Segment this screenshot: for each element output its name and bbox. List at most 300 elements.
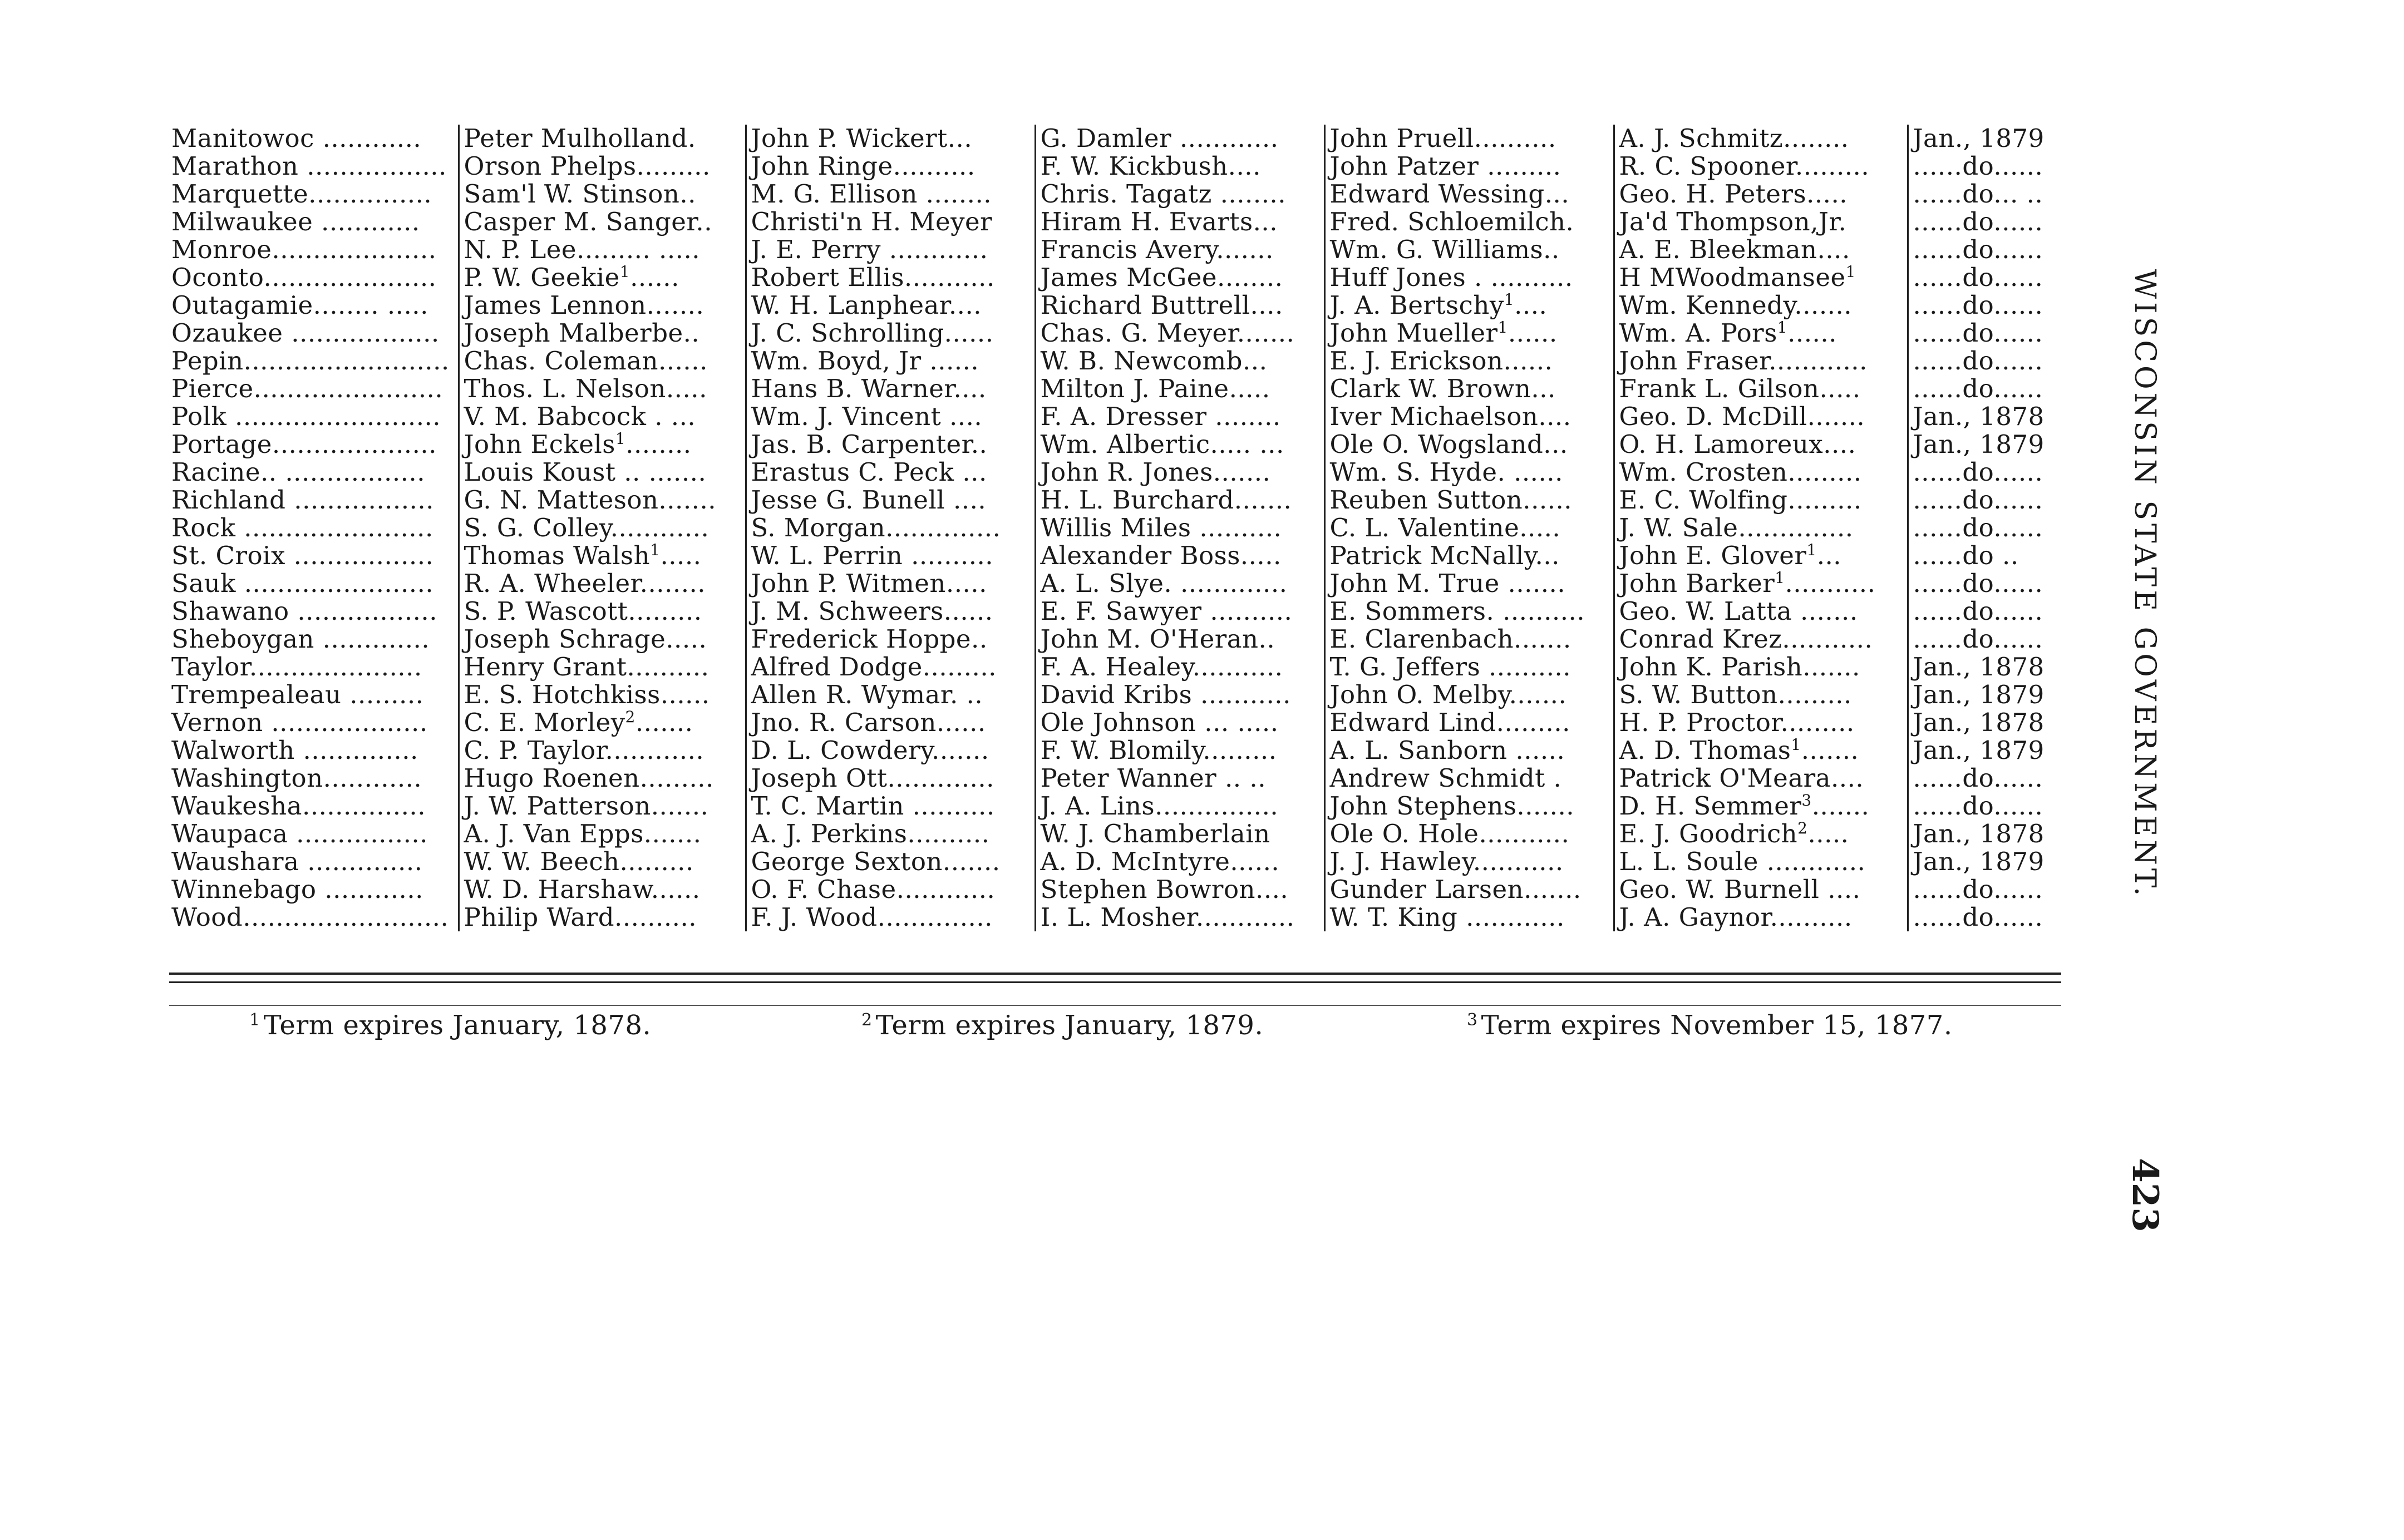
col-4-cell [1035, 152, 1324, 180]
col-6-text: D. H. Semmer [1619, 792, 1802, 820]
col-2-text: J. W. Patterson....... [464, 792, 709, 820]
col-3-text: Wm. Boyd, Jr ...... [751, 347, 979, 375]
col-2-cell [459, 347, 746, 375]
term-date-text: ......do...... [1913, 514, 2043, 542]
col-3-cell [746, 431, 1035, 458]
col-3-text: Hans B. Warner.... [751, 375, 987, 403]
table-row [169, 236, 2061, 264]
col-6-cell [1614, 904, 1908, 931]
col-4-cell [1035, 319, 1324, 347]
col-5-text: J. J. Hawley........... [1329, 848, 1564, 876]
col-4-text: A. L. Slye. ............. [1040, 570, 1288, 598]
col-6-cell [1614, 737, 1908, 764]
col-4-text: Peter Wanner .. .. [1040, 764, 1267, 792]
term-date-cell [1908, 319, 2061, 347]
term-date-cell [1908, 292, 2061, 319]
term-date-text: ......do...... [1913, 458, 2043, 486]
col-6-text: Wm. Kennedy....... [1619, 292, 1853, 319]
col-4-text: John R. Jones....... [1040, 458, 1271, 486]
col-3-cell [746, 152, 1035, 180]
col-2-cell [459, 403, 746, 431]
col-2-cell [459, 598, 746, 625]
page-number: 423 [2124, 1158, 2166, 1232]
col-3-cell [746, 653, 1035, 681]
col-2-cell [459, 236, 746, 264]
col-5-cell [1324, 486, 1614, 514]
col-6-text: Frank L. Gilson..... [1619, 375, 1861, 403]
table-row [169, 653, 2061, 681]
col-5-text: John Pruell.......... [1329, 125, 1556, 152]
term-date-cell [1908, 737, 2061, 764]
term-date-text: ......do...... [1913, 764, 2043, 792]
col-4-cell [1035, 876, 1324, 904]
col-6-text: S. W. Button......... [1619, 681, 1852, 709]
col-2-text: Philip Ward.......... [464, 904, 697, 931]
county-text: Pepin......................... [171, 347, 450, 375]
footnote-2 [861, 1005, 1263, 1041]
col-6-text: L. L. Soule ............ [1619, 848, 1866, 876]
county-cell [169, 347, 459, 375]
col-5-text: E. Clarenbach....... [1329, 625, 1572, 653]
county-text: Sheboygan ............. [171, 625, 430, 653]
col-5-cell [1324, 514, 1614, 542]
term-date-text: Jan., 1879 [1913, 125, 2045, 152]
table-row [169, 486, 2061, 514]
col-6-text: H. P. Proctor......... [1619, 709, 1855, 737]
col-6-cell [1614, 208, 1908, 236]
col-3-text: J. E. Perry ............ [751, 236, 988, 264]
term-date-text: ......do...... [1913, 152, 2043, 180]
col-4-text: W. J. Chamberlain [1040, 820, 1270, 848]
col-5-text: John Patzer ......... [1329, 152, 1561, 180]
col-4-text: Chas. G. Meyer....... [1040, 319, 1295, 347]
col-2-cell [459, 152, 746, 180]
col-6-cell [1614, 764, 1908, 792]
col-2-text: Hugo Roenen......... [464, 764, 714, 792]
col-4-cell [1035, 681, 1324, 709]
col-4-cell [1035, 764, 1324, 792]
col-5-cell [1324, 876, 1614, 904]
col-4-cell [1035, 820, 1324, 848]
col-5-cell [1324, 375, 1614, 403]
col-4-cell [1035, 542, 1324, 570]
col-2-cell [459, 375, 746, 403]
col-4-text: G. Damler ............ [1040, 125, 1279, 152]
county-text: Racine.. ................. [171, 458, 426, 486]
county-cell [169, 375, 459, 403]
term-date-text: Jan., 1878 [1913, 709, 2045, 737]
term-date-cell [1908, 792, 2061, 820]
col-3-cell [746, 125, 1035, 152]
col-6-cell [1614, 792, 1908, 820]
col-2-cell [459, 431, 746, 458]
col-5-cell [1324, 458, 1614, 486]
term-date-text: ......do...... [1913, 319, 2043, 347]
col-5-cell [1324, 904, 1614, 931]
col-3-cell [746, 375, 1035, 403]
col-2-text: N. P. Lee......... ..... [464, 236, 701, 264]
col-6-text: Wm. A. Pors [1619, 319, 1777, 347]
col-3-cell [746, 180, 1035, 208]
col-6-cell [1614, 876, 1908, 904]
col-4-text: Willis Miles .......... [1040, 514, 1282, 542]
term-date-cell [1908, 904, 2061, 931]
col-3-text: J. M. Schweers...... [751, 598, 993, 625]
table-row [169, 514, 2061, 542]
col-5-cell [1324, 292, 1614, 319]
footnote-2-text: Term expires January, 1879. [875, 1010, 1264, 1041]
table-row [169, 264, 2061, 292]
col-3-cell [746, 542, 1035, 570]
col-6-cell [1614, 458, 1908, 486]
term-date-text: Jan., 1879 [1913, 737, 2045, 764]
footnote-reference-mark: 1 [1806, 542, 1817, 559]
col-6-text: E. C. Wolfing......... [1619, 486, 1862, 514]
col-2-cell [459, 514, 746, 542]
col-3-cell [746, 820, 1035, 848]
col-6-cell [1614, 347, 1908, 375]
col-2-text: S. G. Colley............ [464, 514, 710, 542]
col-5-cell [1324, 125, 1614, 152]
county-cell [169, 792, 459, 820]
county-cell [169, 598, 459, 625]
col-6-cell [1614, 625, 1908, 653]
col-4-cell [1035, 125, 1324, 152]
col-3-cell [746, 598, 1035, 625]
col-2-cell [459, 542, 746, 570]
county-cell [169, 319, 459, 347]
col-6-cell [1614, 542, 1908, 570]
col-4-cell [1035, 375, 1324, 403]
col-2-cell [459, 764, 746, 792]
running-head: WISCONSIN STATE GOVERNMENT. [2128, 269, 2161, 900]
col-4-cell [1035, 264, 1324, 292]
table-row [169, 709, 2061, 737]
table-row [169, 403, 2061, 431]
col-4-text: Stephen Bowron.... [1040, 876, 1289, 904]
col-5-cell [1324, 347, 1614, 375]
col-5-cell [1324, 848, 1614, 876]
county-cell [169, 876, 459, 904]
col-3-text: George Sexton....... [751, 848, 1001, 876]
col-3-cell [746, 764, 1035, 792]
dot-leader: ....... [635, 709, 693, 737]
col-4-text: I. L. Mosher............ [1040, 904, 1295, 931]
table-row [169, 292, 2061, 319]
col-3-cell [746, 403, 1035, 431]
col-2-cell [459, 180, 746, 208]
col-2-text: Joseph Malberbe.. [464, 319, 700, 347]
table-row [169, 820, 2061, 848]
term-date-cell [1908, 458, 2061, 486]
county-cell [169, 208, 459, 236]
dot-leader: ...... [1787, 319, 1837, 347]
col-5-text: John Stephens....... [1329, 792, 1575, 820]
col-6-text: Ja'd Thompson,Jr. [1619, 208, 1847, 236]
footnote-reference-mark: 3 [1801, 792, 1812, 810]
table-row [169, 570, 2061, 598]
col-2-cell [459, 904, 746, 931]
col-6-cell [1614, 152, 1908, 180]
col-3-cell [746, 570, 1035, 598]
term-date-text: ......do...... [1913, 904, 2043, 931]
term-date-cell [1908, 264, 2061, 292]
col-6-cell [1614, 292, 1908, 319]
col-3-cell [746, 292, 1035, 319]
county-cell [169, 737, 459, 764]
col-5-text: Fred. Schloemilch. [1329, 208, 1574, 236]
col-4-cell [1035, 514, 1324, 542]
col-2-text: Orson Phelps......... [464, 152, 711, 180]
county-text: Outagamie........ ..... [171, 292, 428, 319]
county-text: Pierce....................... [171, 375, 444, 403]
county-text: Washington............ [171, 764, 422, 792]
col-6-cell [1614, 709, 1908, 737]
county-text: Polk ......................... [171, 403, 441, 431]
county-text: Richland ................. [171, 486, 434, 514]
county-cell [169, 653, 459, 681]
term-date-cell [1908, 570, 2061, 598]
dot-leader: .... [1514, 292, 1548, 319]
col-3-text: Jas. B. Carpenter.. [751, 431, 988, 458]
col-5-text: Clark W. Brown... [1329, 375, 1556, 403]
col-4-cell [1035, 792, 1324, 820]
county-cell [169, 625, 459, 653]
col-3-cell [746, 514, 1035, 542]
county-cell [169, 570, 459, 598]
col-3-text: Jesse G. Bunell .... [751, 486, 987, 514]
footnote-1 [249, 1005, 651, 1041]
col-2-text: V. M. Babcock . ... [464, 403, 696, 431]
col-4-text: Wm. Albertic..... ... [1040, 431, 1284, 458]
term-date-cell [1908, 236, 2061, 264]
col-4-text: F. A. Healey........... [1040, 653, 1283, 681]
col-5-cell [1324, 431, 1614, 458]
county-text: Vernon ................... [171, 709, 428, 737]
col-2-text: E. S. Hotchkiss...... [464, 681, 710, 709]
col-4-cell [1035, 458, 1324, 486]
col-3-cell [746, 681, 1035, 709]
col-6-cell [1614, 848, 1908, 876]
col-5-cell [1324, 598, 1614, 625]
col-3-cell [746, 625, 1035, 653]
county-cell [169, 764, 459, 792]
term-date-text: Jan., 1879 [1913, 431, 2045, 458]
term-date-text: ......do...... [1913, 292, 2043, 319]
col-4-text: John M. O'Heran.. [1040, 625, 1275, 653]
table-row [169, 876, 2061, 904]
county-cell [169, 709, 459, 737]
col-3-text: D. L. Cowdery....... [751, 737, 989, 764]
county-cell [169, 264, 459, 292]
col-6-text: Geo. D. McDill....... [1619, 403, 1865, 431]
col-5-cell [1324, 180, 1614, 208]
col-4-cell [1035, 403, 1324, 431]
term-date-text: ......do... .. [1913, 180, 2043, 208]
col-5-text: Edward Wessing... [1329, 180, 1570, 208]
col-5-text: Ole O. Hole........... [1329, 820, 1570, 848]
county-text: Waukesha............... [171, 792, 426, 820]
col-2-cell [459, 208, 746, 236]
col-2-cell [459, 820, 746, 848]
col-4-text: W. B. Newcomb... [1040, 347, 1268, 375]
col-5-cell [1324, 764, 1614, 792]
col-2-cell [459, 709, 746, 737]
table-row [169, 458, 2061, 486]
col-6-text: John Fraser............ [1619, 347, 1868, 375]
col-6-cell [1614, 486, 1908, 514]
term-date-text: ......do...... [1913, 570, 2043, 598]
county-text: Ozaukee .................. [171, 319, 440, 347]
col-3-text: Wm. J. Vincent .... [751, 403, 983, 431]
county-officers-table [169, 125, 2061, 931]
col-5-text: John O. Melby....... [1329, 681, 1567, 709]
table-row [169, 848, 2061, 876]
col-2-text: P. W. Geekie [464, 264, 620, 292]
col-5-text: Gunder Larsen....... [1329, 876, 1582, 904]
col-6-text: John K. Parish....... [1619, 653, 1860, 681]
col-4-text: Francis Avery....... [1040, 236, 1274, 264]
col-6-text: A. D. Thomas [1619, 737, 1791, 764]
col-5-text: Patrick McNally... [1329, 542, 1560, 570]
col-3-text: O. F. Chase............ [751, 876, 996, 904]
dot-leader: ...... [1508, 319, 1558, 347]
col-4-cell [1035, 904, 1324, 931]
footnote-reference-mark: 1 [1504, 292, 1515, 309]
col-4-text: Alexander Boss..... [1040, 542, 1282, 570]
table-row [169, 375, 2061, 403]
table-row [169, 152, 2061, 180]
col-6-text: Geo. W. Burnell .... [1619, 876, 1861, 904]
col-3-cell [746, 264, 1035, 292]
col-4-cell [1035, 236, 1324, 264]
col-3-text: Jno. R. Carson...... [751, 709, 986, 737]
term-date-cell [1908, 709, 2061, 737]
col-6-text: Geo. H. Peters..... [1619, 180, 1848, 208]
col-6-cell [1614, 681, 1908, 709]
col-4-cell [1035, 737, 1324, 764]
table-bottom-rule-thick [169, 973, 2061, 975]
col-5-cell [1324, 208, 1614, 236]
county-text: Trempealeau ......... [171, 681, 424, 709]
col-6-cell [1614, 431, 1908, 458]
col-6-cell [1614, 319, 1908, 347]
footnote-reference-mark: 1 [619, 264, 630, 281]
col-6-text: John Barker [1619, 570, 1775, 598]
col-5-cell [1324, 319, 1614, 347]
term-date-text: ......do...... [1913, 375, 2043, 403]
county-officers-table-wrapper [169, 125, 2061, 931]
county-text: Winnebago ............ [171, 876, 423, 904]
col-2-text: Chas. Coleman...... [464, 347, 708, 375]
col-4-cell [1035, 625, 1324, 653]
col-4-text: H. L. Burchard....... [1040, 486, 1292, 514]
county-text: Taylor..................... [171, 653, 422, 681]
table-row [169, 431, 2061, 458]
col-2-text: Peter Mulholland. [464, 125, 696, 152]
table-row [169, 904, 2061, 931]
dot-leader: ........... [1785, 570, 1876, 598]
term-date-cell [1908, 403, 2061, 431]
col-3-text: Joseph Ott............. [751, 764, 994, 792]
col-6-text: Patrick O'Meara.... [1619, 764, 1864, 792]
col-2-text: C. P. Taylor............ [464, 737, 705, 764]
col-6-cell [1614, 598, 1908, 625]
col-5-cell [1324, 152, 1614, 180]
col-4-cell [1035, 347, 1324, 375]
col-2-cell [459, 876, 746, 904]
term-date-cell [1908, 876, 2061, 904]
county-cell [169, 403, 459, 431]
col-6-text: O. H. Lamoreux.... [1619, 431, 1856, 458]
county-text: Rock ....................... [171, 514, 433, 542]
table-row [169, 542, 2061, 570]
footnote-reference-mark: 2 [625, 709, 636, 726]
col-3-text: S. Morgan.............. [751, 514, 1001, 542]
col-6-cell [1614, 236, 1908, 264]
term-date-text: ......do...... [1913, 486, 2043, 514]
col-2-cell [459, 681, 746, 709]
col-2-text: Henry Grant.......... [464, 653, 710, 681]
county-text: Waushara .............. [171, 848, 423, 876]
term-date-cell [1908, 347, 2061, 375]
table-row [169, 681, 2061, 709]
col-2-cell [459, 737, 746, 764]
col-4-cell [1035, 598, 1324, 625]
county-cell [169, 486, 459, 514]
col-5-text: Edward Lind......... [1329, 709, 1570, 737]
dot-leader: ....... [1801, 737, 1859, 764]
col-6-text: Wm. Crosten......... [1619, 458, 1862, 486]
col-3-cell [746, 208, 1035, 236]
col-2-cell [459, 264, 746, 292]
col-3-text: A. J. Perkins.......... [751, 820, 990, 848]
dot-leader: ........ [625, 431, 692, 458]
term-date-cell [1908, 152, 2061, 180]
col-2-cell [459, 458, 746, 486]
dot-leader: ...... [630, 264, 679, 292]
col-3-cell [746, 319, 1035, 347]
col-4-text: F. W. Blomily......... [1040, 737, 1277, 764]
col-3-cell [746, 486, 1035, 514]
county-cell [169, 180, 459, 208]
term-date-cell [1908, 375, 2061, 403]
col-5-text: J. A. Bertschy [1329, 292, 1504, 319]
col-2-text: Sam'l W. Stinson.. [464, 180, 696, 208]
county-text: Monroe.................... [171, 236, 437, 264]
col-2-text: S. P. Wascott......... [464, 598, 702, 625]
col-4-text: David Kribs ........... [1040, 681, 1291, 709]
footnote-1-mark: 1 [249, 1010, 260, 1030]
col-2-text: W. D. Harshaw...... [464, 876, 701, 904]
col-3-cell [746, 709, 1035, 737]
dot-leader: ..... [660, 542, 702, 570]
col-3-text: Robert Ellis........... [751, 264, 995, 292]
col-4-text: Chris. Tagatz ........ [1040, 180, 1287, 208]
col-4-cell [1035, 848, 1324, 876]
term-date-cell [1908, 208, 2061, 236]
col-3-text: John P. Wickert... [751, 125, 973, 152]
col-5-cell [1324, 625, 1614, 653]
county-cell [169, 514, 459, 542]
col-6-text: E. J. Goodrich [1619, 820, 1798, 848]
term-date-cell [1908, 681, 2061, 709]
term-date-cell [1908, 125, 2061, 152]
footnote-reference-mark: 1 [615, 431, 626, 448]
col-3-cell [746, 792, 1035, 820]
col-2-cell [459, 292, 746, 319]
col-4-text: Ole Johnson ... ..... [1040, 709, 1279, 737]
